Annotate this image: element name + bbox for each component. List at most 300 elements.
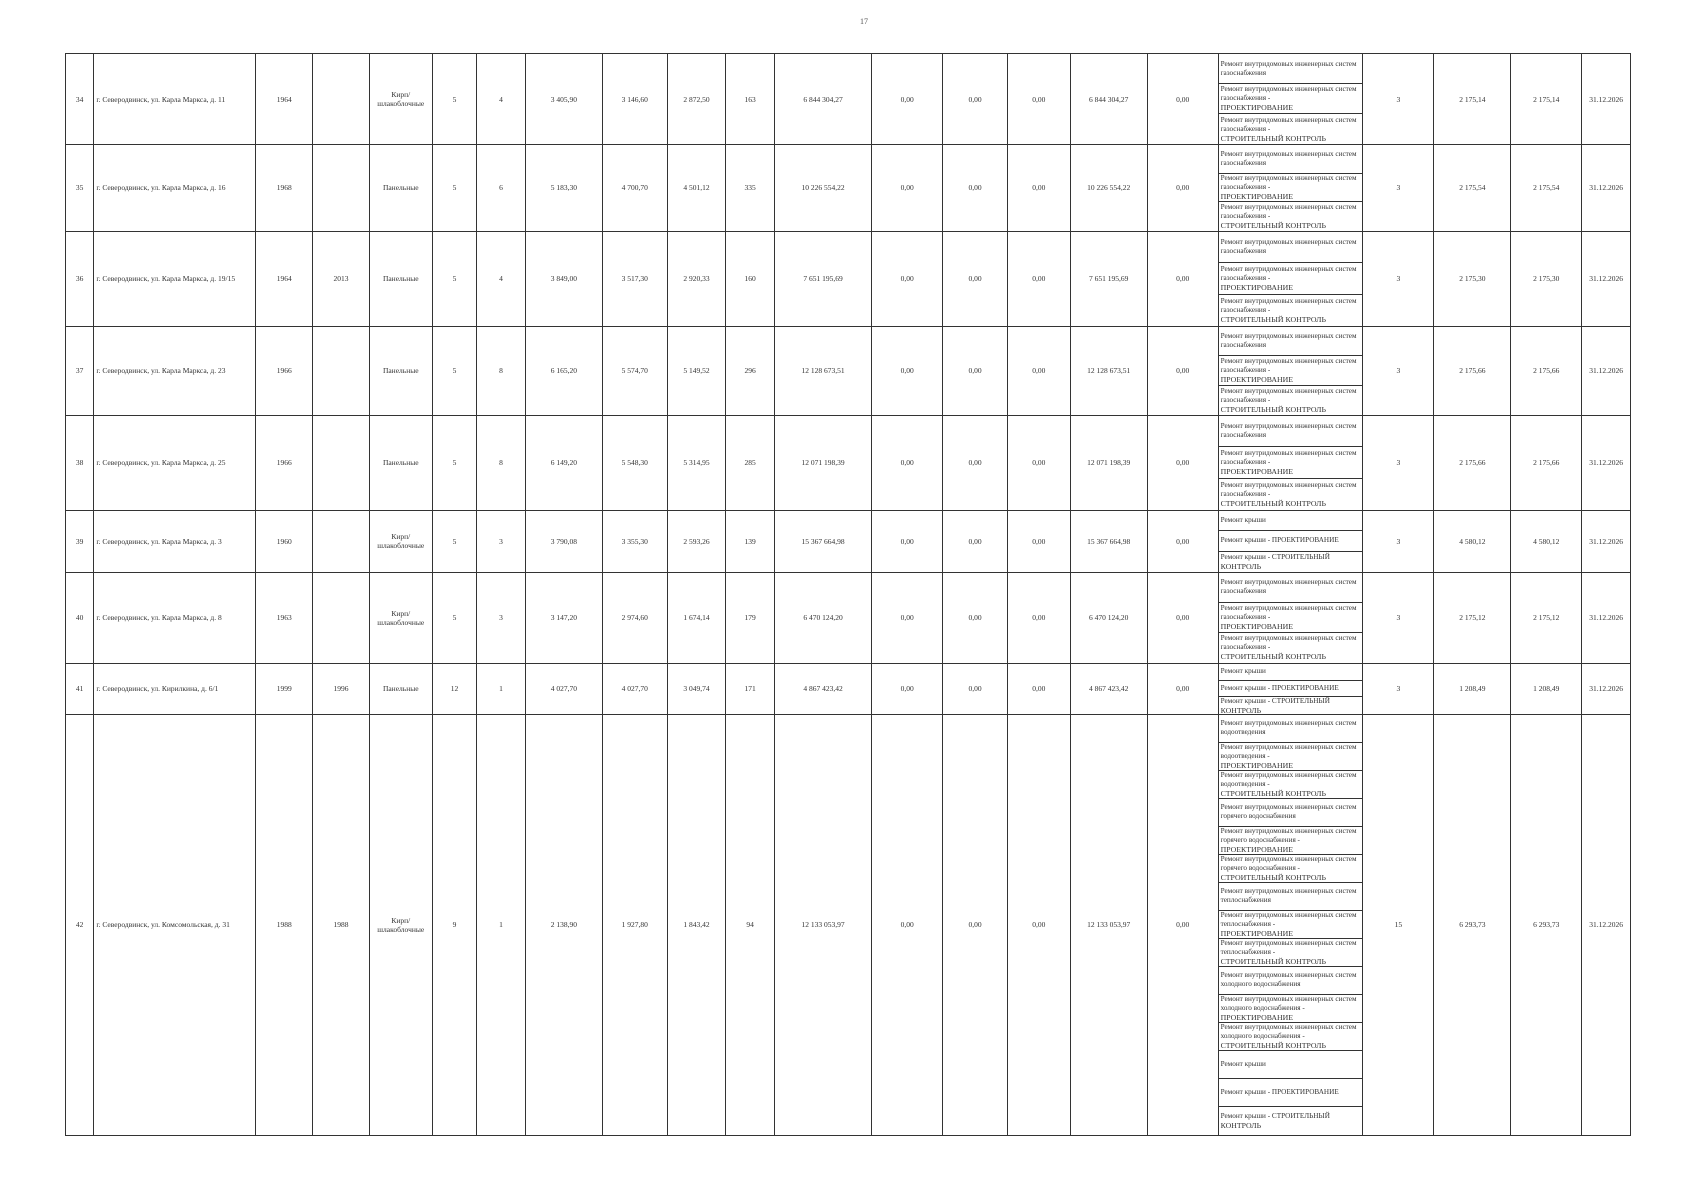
work-item-stage: СТРОИТЕЛЬНЫЙ КОНТРОЛЬ	[1220, 498, 1326, 508]
work-item-text: Ремонт крыши	[1220, 1059, 1266, 1068]
cell-works	[1218, 510, 1363, 572]
work-item	[1219, 416, 1363, 447]
cell-area_total: 2 138,90	[525, 714, 602, 1135]
work-item	[1219, 664, 1363, 681]
cell-area_living: 1 927,80	[602, 714, 667, 1135]
cell-works	[1218, 663, 1363, 714]
work-item-text: Ремонт крыши - СТРОИТЕЛЬНЫЙ	[1220, 552, 1330, 561]
work-item-text: Ремонт внутридомовых инженерных систем газоснабжения -	[1220, 85, 1357, 102]
cell-entrances: 3	[477, 572, 526, 663]
cell-area_res: 4 501,12	[667, 145, 726, 232]
cell-area_living: 4 700,70	[602, 145, 667, 232]
cell-wcount: 3	[1363, 231, 1434, 326]
work-item-stage: СТРОИТЕЛЬНЫЙ КОНТРОЛЬ	[1220, 133, 1326, 143]
cell-year2	[313, 326, 370, 415]
cell-wcount: 3	[1363, 510, 1434, 572]
cell-floors: 5	[432, 231, 477, 326]
cell-area_res: 2 872,50	[667, 54, 726, 145]
cell-date: 31.12.2026	[1582, 663, 1631, 714]
cell-f1: 0,00	[872, 510, 943, 572]
cell-f4: 0,00	[1147, 663, 1218, 714]
cell-addr: г. Северодвинск, ул. Карла Маркса, д. 16	[94, 145, 256, 232]
cell-area_total: 6 149,20	[525, 415, 602, 510]
work-item	[1219, 995, 1363, 1023]
work-item-text: Ремонт крыши	[1220, 667, 1266, 676]
cell-area_total: 3 405,90	[525, 54, 602, 145]
cell-price1: 2 175,30	[1434, 231, 1511, 326]
cell-residents: 139	[726, 510, 775, 572]
cell-area_total: 5 183,30	[525, 145, 602, 232]
work-item-text: Ремонт внутридомовых инженерных систем газоснабжения -	[1220, 356, 1357, 374]
cell-n: 41	[66, 663, 94, 714]
work-item	[1219, 1023, 1363, 1051]
cell-area_total: 3 790,08	[525, 510, 602, 572]
cell-wcount: 3	[1363, 663, 1434, 714]
work-item-text: Ремонт внутридомовых инженерных систем водоотведения -	[1220, 742, 1357, 760]
cell-f1: 0,00	[872, 326, 943, 415]
cell-floors: 5	[432, 54, 477, 145]
cell-price1: 2 175,66	[1434, 415, 1511, 510]
table-row	[66, 145, 1631, 232]
cell-f4: 0,00	[1147, 326, 1218, 415]
cell-f4: 0,00	[1147, 145, 1218, 232]
cell-material: Панельные	[369, 145, 432, 232]
work-item-text: Ремонт внутридомовых инженерных систем газоснабжения -	[1220, 448, 1357, 466]
cell-wcount: 15	[1363, 714, 1434, 1135]
cell-entrances: 3	[477, 510, 526, 572]
work-item	[1219, 386, 1363, 415]
cell-year: 1964	[256, 231, 313, 326]
cell-n: 40	[66, 572, 94, 663]
cell-year: 1999	[256, 663, 313, 714]
cell-wcount: 3	[1363, 145, 1434, 232]
work-item-stage: ПРОЕКТИРОВАНИЕ	[1220, 282, 1294, 292]
work-item-stage: ПРОЕКТИРОВАНИЕ	[1220, 621, 1294, 631]
work-item-text: Ремонт внутридомовых инженерных систем холодного водоснабжения	[1220, 971, 1357, 989]
cell-material: Панельные	[369, 663, 432, 714]
cell-price1: 2 175,54	[1434, 145, 1511, 232]
work-item	[1219, 883, 1363, 911]
cell-price2: 1 208,49	[1511, 663, 1582, 714]
cell-f2: 0,00	[943, 145, 1008, 232]
cell-addr: г. Северодвинск, ул. Комсомольская, д. 31	[94, 714, 256, 1135]
work-item	[1219, 771, 1363, 799]
cell-f1: 0,00	[872, 54, 943, 145]
cell-cost_total: 12 128 673,51	[774, 326, 871, 415]
cell-area_living: 3 146,60	[602, 54, 667, 145]
cell-area_res: 1 843,42	[667, 714, 726, 1135]
cell-entrances: 4	[477, 231, 526, 326]
cell-f2: 0,00	[943, 231, 1008, 326]
work-item	[1219, 1051, 1363, 1079]
work-item-stage: КОНТРОЛЬ	[1220, 1120, 1262, 1130]
cell-area_total: 4 027,70	[525, 663, 602, 714]
cell-area_res: 2 920,33	[667, 231, 726, 326]
work-item-stage: ПРОЕКТИРОВАНИЕ	[1220, 1012, 1294, 1022]
cell-area_total: 3 147,20	[525, 572, 602, 663]
page-number: 17	[860, 17, 868, 26]
work-item	[1219, 573, 1363, 603]
cell-price2: 4 580,12	[1511, 510, 1582, 572]
cell-residents: 179	[726, 572, 775, 663]
cell-material: Кирп/ шлакоблочные	[369, 510, 432, 572]
work-item	[1219, 145, 1363, 174]
cell-n: 37	[66, 326, 94, 415]
work-item	[1219, 939, 1363, 967]
work-item-stage: СТРОИТЕЛЬНЫЙ КОНТРОЛЬ	[1220, 872, 1326, 882]
cell-date: 31.12.2026	[1582, 54, 1631, 145]
work-item-text: Ремонт внутридомовых инженерных систем газоснабжения -	[1220, 603, 1357, 621]
work-item-stage: СТРОИТЕЛЬНЫЙ КОНТРОЛЬ	[1220, 1040, 1326, 1050]
cell-date: 31.12.2026	[1582, 415, 1631, 510]
cell-addr: г. Северодвинск, ул. Карла Маркса, д. 3	[94, 510, 256, 572]
work-item-text: Ремонт внутридомовых инженерных систем горячего водоснабжения -	[1220, 854, 1357, 872]
work-item-text: Ремонт крыши - СТРОИТЕЛЬНЫЙ	[1220, 696, 1330, 705]
cell-material: Панельные	[369, 326, 432, 415]
cell-n: 42	[66, 714, 94, 1135]
cell-area_living: 2 974,60	[602, 572, 667, 663]
cell-year2	[313, 54, 370, 145]
cell-works	[1218, 415, 1363, 510]
cell-material: Панельные	[369, 231, 432, 326]
cell-residents: 163	[726, 54, 775, 145]
work-item-stage: КОНТРОЛЬ	[1220, 561, 1262, 571]
cell-f3: 0,00	[1007, 231, 1070, 326]
cell-area_living: 4 027,70	[602, 663, 667, 714]
cell-wcount: 3	[1363, 54, 1434, 145]
work-item-text: Ремонт крыши - ПРОЕКТИРОВАНИЕ	[1220, 536, 1339, 545]
work-item-text: Ремонт внутридомовых инженерных систем газоснабжения	[1220, 332, 1357, 350]
cell-f4: 0,00	[1147, 415, 1218, 510]
work-item	[1219, 327, 1363, 356]
table-row	[66, 510, 1631, 572]
cell-date: 31.12.2026	[1582, 572, 1631, 663]
work-item-text: Ремонт внутридомовых инженерных систем газоснабжения -	[1220, 386, 1357, 404]
work-item-text: Ремонт внутридомовых инженерных систем водоотведения	[1220, 719, 1357, 737]
work-item-text: Ремонт внутридомовых инженерных систем газоснабжения	[1220, 59, 1357, 77]
work-item	[1219, 827, 1363, 855]
cell-date: 31.12.2026	[1582, 145, 1631, 232]
cell-addr: г. Северодвинск, ул. Карла Маркса, д. 23	[94, 326, 256, 415]
cell-addr: г. Северодвинск, ул. Кирилкина, д. 6/1	[94, 663, 256, 714]
cell-entrances: 8	[477, 415, 526, 510]
cell-cost_total: 4 867 423,42	[774, 663, 871, 714]
cell-year: 1964	[256, 54, 313, 145]
cell-residents: 285	[726, 415, 775, 510]
cell-area_living: 5 574,70	[602, 326, 667, 415]
cell-area_res: 5 314,95	[667, 415, 726, 510]
cell-f1: 0,00	[872, 663, 943, 714]
cell-wcount: 3	[1363, 415, 1434, 510]
cell-f3: 0,00	[1007, 663, 1070, 714]
work-item	[1219, 531, 1363, 551]
work-item-text: Ремонт внутридомовых инженерных систем холодного водоснабжения -	[1220, 994, 1357, 1012]
cell-price2: 2 175,14	[1511, 54, 1582, 145]
table-row	[66, 663, 1631, 714]
cell-price1: 2 175,66	[1434, 326, 1511, 415]
cell-works	[1218, 572, 1363, 663]
work-item-stage: СТРОИТЕЛЬНЫЙ КОНТРОЛЬ	[1220, 652, 1326, 662]
cell-cost_owner: 10 226 554,22	[1070, 145, 1147, 232]
cell-residents: 171	[726, 663, 775, 714]
cell-area_res: 1 674,14	[667, 572, 726, 663]
table-row	[66, 231, 1631, 326]
cell-works	[1218, 145, 1363, 232]
cell-cost_owner: 15 367 664,98	[1070, 510, 1147, 572]
cell-year2	[313, 415, 370, 510]
cell-price2: 2 175,54	[1511, 145, 1582, 232]
cell-material: Панельные	[369, 415, 432, 510]
cell-f2: 0,00	[943, 714, 1008, 1135]
work-item	[1219, 743, 1363, 771]
work-item-text: Ремонт внутридомовых инженерных систем газоснабжения	[1220, 238, 1357, 256]
cell-f3: 0,00	[1007, 415, 1070, 510]
cell-addr: г. Северодвинск, ул. Карла Маркса, д. 8	[94, 572, 256, 663]
cell-n: 35	[66, 145, 94, 232]
cell-date: 31.12.2026	[1582, 231, 1631, 326]
cell-cost_owner: 4 867 423,42	[1070, 663, 1147, 714]
cell-entrances: 4	[477, 54, 526, 145]
work-item-text: Ремонт внутридомовых инженерных систем газоснабжения -	[1220, 480, 1357, 498]
cell-floors: 12	[432, 663, 477, 714]
cell-wcount: 3	[1363, 572, 1434, 663]
work-item	[1219, 855, 1363, 883]
work-item	[1219, 697, 1363, 714]
cell-addr: г. Северодвинск, ул. Карла Маркса, д. 25	[94, 415, 256, 510]
cell-year2	[313, 572, 370, 663]
cell-residents: 94	[726, 714, 775, 1135]
cell-date: 31.12.2026	[1582, 326, 1631, 415]
cell-year: 1966	[256, 326, 313, 415]
table-row	[66, 714, 1631, 1135]
work-item	[1219, 799, 1363, 827]
cell-cost_total: 6 470 124,20	[774, 572, 871, 663]
cell-area_res: 2 593,26	[667, 510, 726, 572]
table-row	[66, 54, 1631, 145]
cell-works	[1218, 231, 1363, 326]
cell-f1: 0,00	[872, 572, 943, 663]
cell-f1: 0,00	[872, 415, 943, 510]
work-item	[1219, 511, 1363, 531]
cell-area_total: 6 165,20	[525, 326, 602, 415]
work-item-stage: СТРОИТЕЛЬНЫЙ КОНТРОЛЬ	[1220, 788, 1326, 798]
cell-material: Кирп/ шлакоблочные	[369, 572, 432, 663]
cell-works	[1218, 326, 1363, 415]
cell-year: 1968	[256, 145, 313, 232]
work-item	[1219, 967, 1363, 995]
cell-f4: 0,00	[1147, 572, 1218, 663]
cell-f3: 0,00	[1007, 510, 1070, 572]
cell-price1: 2 175,12	[1434, 572, 1511, 663]
cell-year2: 1988	[313, 714, 370, 1135]
cell-f2: 0,00	[943, 415, 1008, 510]
work-item-text: Ремонт внутридомовых инженерных систем теплоснабжения	[1220, 887, 1357, 905]
cell-n: 36	[66, 231, 94, 326]
work-item-text: Ремонт внутридомовых инженерных систем газоснабжения -	[1220, 173, 1357, 191]
work-item-text: Ремонт внутридомовых инженерных систем теплоснабжения -	[1220, 910, 1357, 928]
cell-cost_owner: 6 470 124,20	[1070, 572, 1147, 663]
work-item-stage: ПРОЕКТИРОВАНИЕ	[1220, 374, 1294, 384]
work-item	[1219, 552, 1363, 572]
work-item-stage: ПРОЕКТИРОВАНИЕ	[1220, 466, 1294, 476]
work-item	[1219, 232, 1363, 263]
cell-n: 34	[66, 54, 94, 145]
cell-f4: 0,00	[1147, 714, 1218, 1135]
work-item	[1219, 447, 1363, 478]
work-item-stage: ПРОЕКТИРОВАНИЕ	[1220, 844, 1294, 854]
cell-year2: 1996	[313, 663, 370, 714]
work-item-stage: ПРОЕКТИРОВАНИЕ	[1220, 760, 1294, 770]
work-item	[1219, 715, 1363, 743]
cell-price2: 2 175,66	[1511, 326, 1582, 415]
work-item	[1219, 911, 1363, 939]
cell-works	[1218, 54, 1363, 145]
work-item-text: Ремонт внутридомовых инженерных систем водоотведения -	[1220, 770, 1357, 788]
cell-price1: 6 293,73	[1434, 714, 1511, 1135]
cell-addr: г. Северодвинск, ул. Карла Маркса, д. 11	[94, 54, 256, 145]
work-item-text: Ремонт внутридомовых инженерных систем газоснабжения	[1220, 149, 1357, 167]
cell-entrances: 1	[477, 663, 526, 714]
cell-price1: 2 175,14	[1434, 54, 1511, 145]
cell-floors: 5	[432, 415, 477, 510]
cell-material: Кирп/ шлакоблочные	[369, 714, 432, 1135]
work-item-text: Ремонт внутридомовых инженерных систем газоснабжения -	[1220, 296, 1357, 314]
work-item-text: Ремонт крыши - ПРОЕКТИРОВАНИЕ	[1220, 1087, 1339, 1096]
cell-f4: 0,00	[1147, 54, 1218, 145]
cell-year2: 2013	[313, 231, 370, 326]
work-item-text: Ремонт внутридомовых инженерных систем горячего водоснабжения -	[1220, 826, 1357, 844]
cell-price1: 1 208,49	[1434, 663, 1511, 714]
cell-price2: 6 293,73	[1511, 714, 1582, 1135]
cell-residents: 160	[726, 231, 775, 326]
cell-f1: 0,00	[872, 231, 943, 326]
cell-floors: 5	[432, 326, 477, 415]
work-item	[1219, 633, 1363, 663]
cell-cost_total: 7 651 195,69	[774, 231, 871, 326]
table-row	[66, 572, 1631, 663]
work-item	[1219, 1107, 1363, 1135]
cell-cost_owner: 12 071 198,39	[1070, 415, 1147, 510]
cell-floors: 5	[432, 145, 477, 232]
work-item	[1219, 603, 1363, 633]
table-row	[66, 326, 1631, 415]
work-item	[1219, 1079, 1363, 1107]
cell-area_living: 5 548,30	[602, 415, 667, 510]
cell-year: 1963	[256, 572, 313, 663]
work-item-text: Ремонт внутридомовых инженерных систем газоснабжения	[1220, 422, 1357, 440]
cell-entrances: 8	[477, 326, 526, 415]
cell-price2: 2 175,30	[1511, 231, 1582, 326]
cell-wcount: 3	[1363, 326, 1434, 415]
work-item	[1219, 263, 1363, 294]
cell-year: 1960	[256, 510, 313, 572]
cell-cost_total: 10 226 554,22	[774, 145, 871, 232]
work-item	[1219, 84, 1363, 114]
work-item-text: Ремонт внутридомовых инженерных систем газоснабжения	[1220, 578, 1357, 596]
work-item	[1219, 479, 1363, 510]
cell-price2: 2 175,12	[1511, 572, 1582, 663]
cell-n: 38	[66, 415, 94, 510]
cell-year2	[313, 145, 370, 232]
cell-f1: 0,00	[872, 145, 943, 232]
cell-f2: 0,00	[943, 572, 1008, 663]
cell-entrances: 1	[477, 714, 526, 1135]
work-item-stage: ПРОЕКТИРОВАНИЕ	[1220, 191, 1294, 201]
cell-entrances: 6	[477, 145, 526, 232]
work-item-stage: СТРОИТЕЛЬНЫЙ КОНТРОЛЬ	[1220, 221, 1326, 231]
cell-date: 31.12.2026	[1582, 714, 1631, 1135]
cell-f3: 0,00	[1007, 145, 1070, 232]
work-item-text: Ремонт внутридомовых инженерных систем холодного водоснабжения -	[1220, 1022, 1357, 1040]
cell-area_res: 5 149,52	[667, 326, 726, 415]
cell-f3: 0,00	[1007, 572, 1070, 663]
cell-residents: 335	[726, 145, 775, 232]
work-item-stage: СТРОИТЕЛЬНЫЙ КОНТРОЛЬ	[1220, 314, 1326, 324]
work-item	[1219, 174, 1363, 203]
work-item-text: Ремонт внутридомовых инженерных систем газоснабжения -	[1220, 203, 1357, 221]
work-item-text: Ремонт крыши	[1220, 516, 1266, 525]
cell-cost_owner: 12 128 673,51	[1070, 326, 1147, 415]
cell-date: 31.12.2026	[1582, 510, 1631, 572]
cell-n: 39	[66, 510, 94, 572]
cell-cost_owner: 12 133 053,97	[1070, 714, 1147, 1135]
table-row	[66, 415, 1631, 510]
work-item-text: Ремонт крыши - ПРОЕКТИРОВАНИЕ	[1220, 683, 1339, 692]
cell-area_total: 3 849,00	[525, 231, 602, 326]
cell-f2: 0,00	[943, 663, 1008, 714]
cell-residents: 296	[726, 326, 775, 415]
cell-material: Кирп/ шлакоблочные	[369, 54, 432, 145]
cell-f2: 0,00	[943, 54, 1008, 145]
cell-addr: г. Северодвинск, ул. Карла Маркса, д. 19/15	[94, 231, 256, 326]
cell-cost_total: 6 844 304,27	[774, 54, 871, 145]
cell-cost_owner: 7 651 195,69	[1070, 231, 1147, 326]
cell-floors: 9	[432, 714, 477, 1135]
cell-cost_total: 12 133 053,97	[774, 714, 871, 1135]
cell-year2	[313, 510, 370, 572]
cell-year: 1966	[256, 415, 313, 510]
cell-floors: 5	[432, 572, 477, 663]
work-item	[1219, 54, 1363, 84]
cell-f2: 0,00	[943, 326, 1008, 415]
work-item-stage: КОНТРОЛЬ	[1220, 705, 1262, 715]
cell-floors: 5	[432, 510, 477, 572]
cell-f3: 0,00	[1007, 54, 1070, 145]
work-item-text: Ремонт внутридомовых инженерных систем газоснабжения -	[1220, 264, 1357, 282]
work-item-stage: ПРОЕКТИРОВАНИЕ	[1220, 103, 1294, 112]
cell-price2: 2 175,66	[1511, 415, 1582, 510]
cell-cost_total: 15 367 664,98	[774, 510, 871, 572]
cell-area_living: 3 517,30	[602, 231, 667, 326]
cell-f3: 0,00	[1007, 326, 1070, 415]
housing-repair-table	[65, 53, 1631, 1136]
cell-f1: 0,00	[872, 714, 943, 1135]
cell-cost_owner: 6 844 304,27	[1070, 54, 1147, 145]
cell-price1: 4 580,12	[1434, 510, 1511, 572]
cell-cost_total: 12 071 198,39	[774, 415, 871, 510]
cell-f4: 0,00	[1147, 231, 1218, 326]
cell-f4: 0,00	[1147, 510, 1218, 572]
work-item-stage: ПРОЕКТИРОВАНИЕ	[1220, 928, 1294, 938]
work-item	[1219, 202, 1363, 231]
cell-area_res: 3 049,74	[667, 663, 726, 714]
work-item	[1219, 681, 1363, 698]
work-item	[1219, 114, 1363, 144]
work-item-stage: СТРОИТЕЛЬНЫЙ КОНТРОЛЬ	[1220, 404, 1326, 414]
work-item-stage: СТРОИТЕЛЬНЫЙ КОНТРОЛЬ	[1220, 956, 1326, 966]
work-item-text: Ремонт внутридомовых инженерных систем газоснабжения -	[1220, 115, 1357, 133]
work-item-text: Ремонт внутридомовых инженерных систем горячего водоснабжения	[1220, 803, 1357, 821]
